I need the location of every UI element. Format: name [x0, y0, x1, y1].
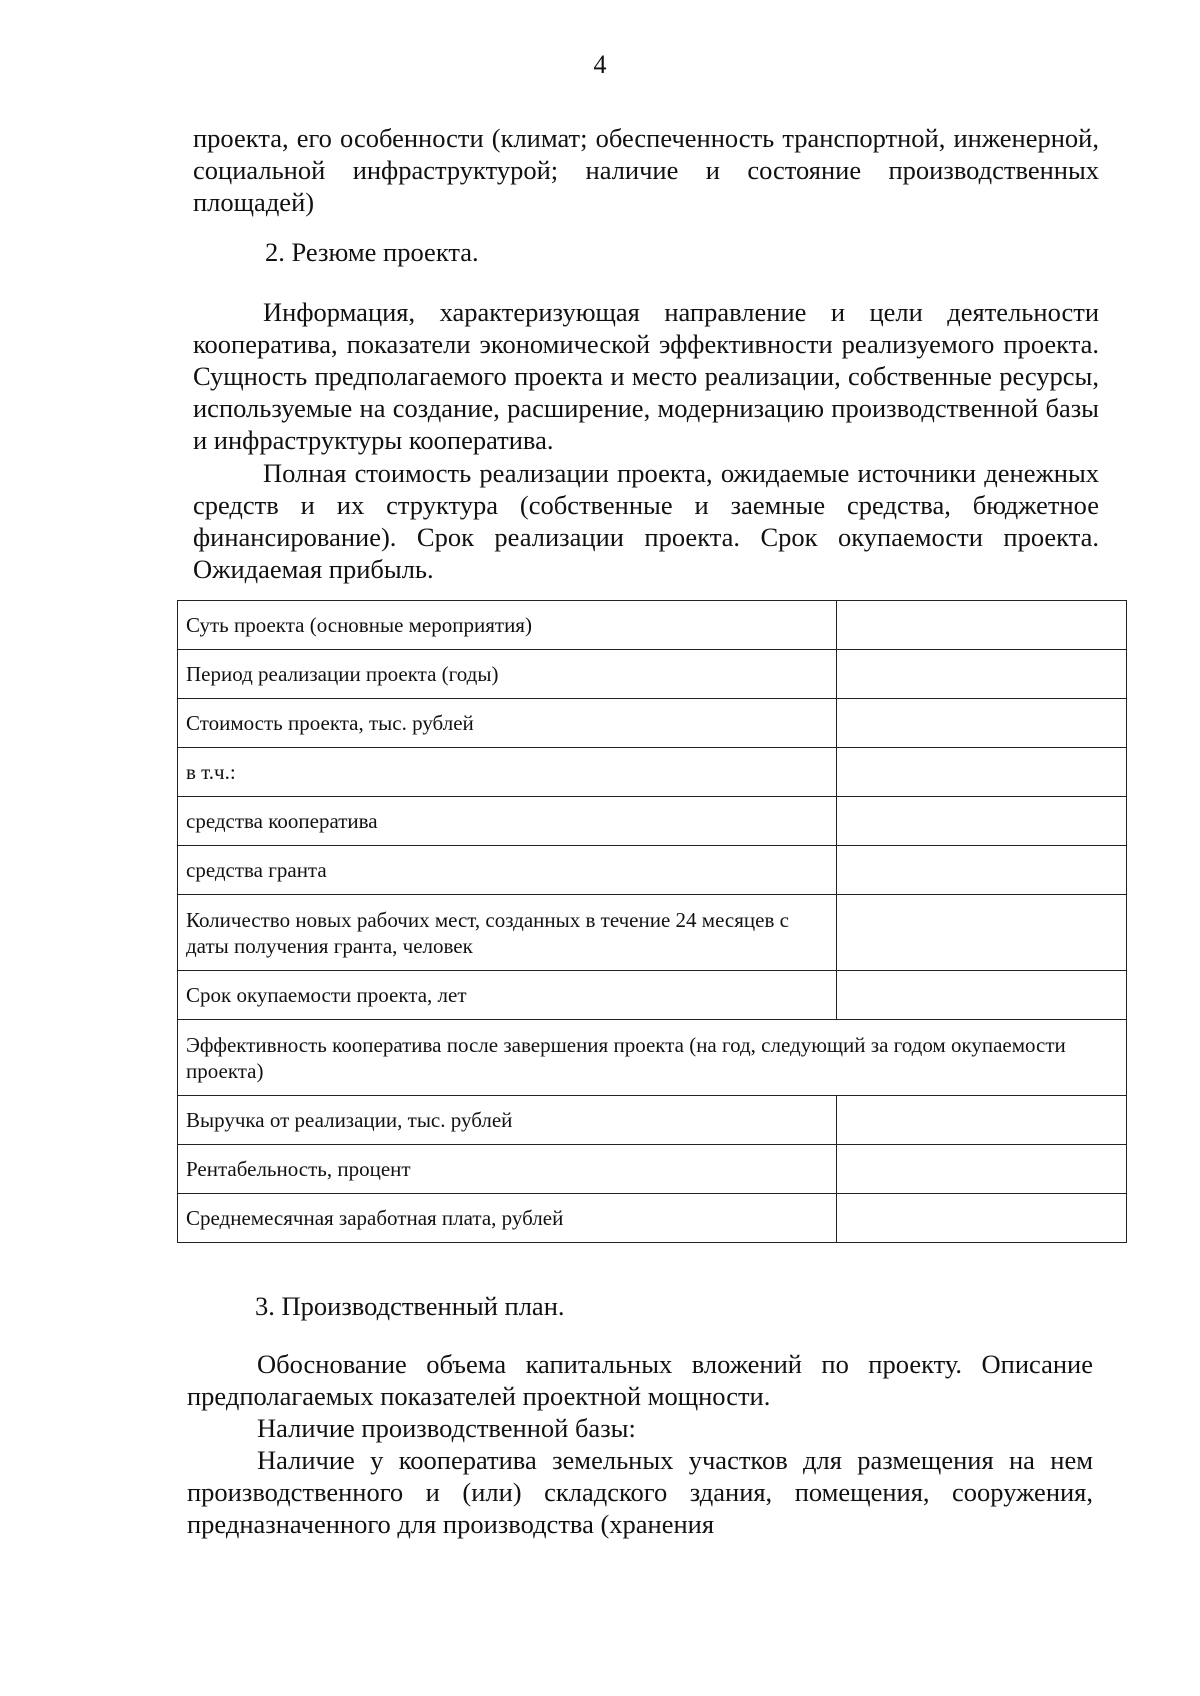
- table-row-value: [837, 699, 1127, 748]
- section-3-paragraph-1: Обоснование объема капитальных вложений по проекту. Описание предполагаемых показателей проектной мощности.: [187, 1349, 1093, 1411]
- section-2-paragraph-1: Информация, характеризующая направление и цели деятельности кооператива, показатели экономической эффективности реализуемого проекта. Сущность предполагаемого проекта и место реализации, собственные ресурсы, используемые на создание, расширение, модернизацию производственной базы и инфраструктуры кооператива.: [193, 297, 1099, 455]
- table-row-label: Среднемесячная заработная плата, рублей: [178, 1194, 837, 1243]
- table-row-value: [837, 1194, 1127, 1243]
- table-row: [178, 1020, 1127, 1096]
- table-row: [178, 601, 1127, 650]
- table-row-label: в т.ч.:: [178, 748, 837, 797]
- table-row-label: средства гранта: [178, 846, 837, 895]
- table-row-label: Эффективность кооператива после завершения проекта (на год, следующий за годом окупаемости проекта): [178, 1020, 1127, 1096]
- table-row: [178, 1145, 1127, 1194]
- table-row-value: [837, 601, 1127, 650]
- intro-paragraph: проекта, его особенности (климат; обеспеченность транспортной, инженерной, социальной инфраструктурой; наличие и состояние производственных площадей): [193, 123, 1099, 217]
- table-row-value: [837, 1145, 1127, 1194]
- table-row: [178, 699, 1127, 748]
- table-row-label: Стоимость проекта, тыс. рублей: [178, 699, 837, 748]
- table-row-value: [837, 650, 1127, 699]
- section-3-paragraph-3: Наличие у кооператива земельных участков для размещения на нем производственного и (или) складского здания, помещения, сооружения, предназначенного для производства (хранения: [187, 1445, 1093, 1539]
- table-row-label: Количество новых рабочих мест, созданных в течение 24 месяцев с даты получения гранта, человек: [178, 895, 837, 971]
- table-row-label: Выручка от реализации, тыс. рублей: [178, 1096, 837, 1145]
- table-row-label: Рентабельность, процент: [178, 1145, 837, 1194]
- section-3-paragraph-2: Наличие производственной базы:: [257, 1413, 636, 1443]
- table-row-value: [837, 797, 1127, 846]
- section-2-heading: 2. Резюме проекта.: [265, 237, 479, 267]
- table-row: [178, 1194, 1127, 1243]
- table-row-value: [837, 846, 1127, 895]
- table-row-label: Суть проекта (основные мероприятия): [178, 601, 837, 650]
- table-row: [178, 748, 1127, 797]
- table-row-value: [837, 971, 1127, 1020]
- table-row-value: [837, 1096, 1127, 1145]
- table-row-label: средства кооператива: [178, 797, 837, 846]
- table-row: [178, 650, 1127, 699]
- section-2-paragraph-2: Полная стоимость реализации проекта, ожидаемые источники денежных средств и их структура (собственные и заемные средства, бюджетное финансирование). Срок реализации проекта. Срок окупаемости проекта. Ожидаемая прибыль.: [193, 458, 1099, 584]
- table-row-label: Срок окупаемости проекта, лет: [178, 971, 837, 1020]
- table-row: [178, 797, 1127, 846]
- project-summary-table: [177, 600, 1127, 1243]
- table-row: [178, 846, 1127, 895]
- page-number: 4: [593, 50, 607, 79]
- table-row: [178, 895, 1127, 971]
- table-row: [178, 971, 1127, 1020]
- table-row-value: [837, 895, 1127, 971]
- table-row: [178, 1096, 1127, 1145]
- section-3-heading: 3. Производственный план.: [255, 1291, 565, 1321]
- table-row-label: Период реализации проекта (годы): [178, 650, 837, 699]
- table-row-value: [837, 748, 1127, 797]
